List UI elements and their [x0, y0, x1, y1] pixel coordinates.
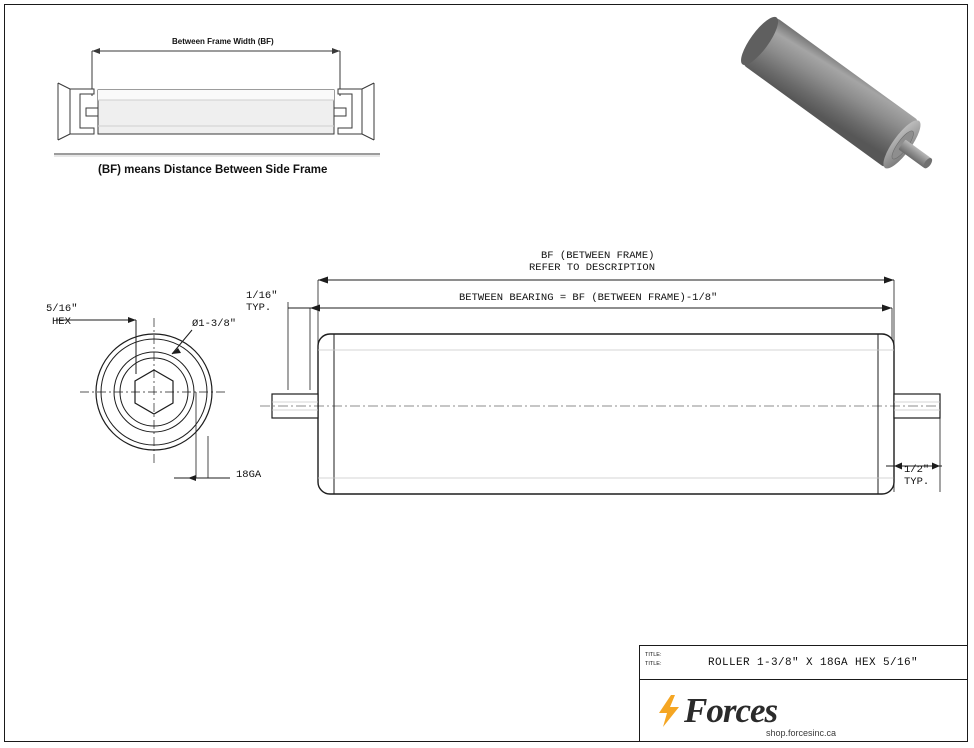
bf-inset-dimension-label: Between Frame Width (BF) [172, 37, 274, 46]
left-gap-label-line1: 1/16" [246, 290, 278, 302]
end-view-svg [44, 296, 274, 496]
bf-inset-caption: (BF) means Distance Between Side Frame [98, 164, 328, 176]
side-view-svg [252, 240, 942, 510]
title-block-label-line1: TITLE: [645, 652, 662, 658]
lightning-bolt-icon [656, 694, 682, 728]
title-block-label [645, 651, 662, 668]
end-view [44, 296, 274, 496]
title-block-value: ROLLER 1-3/8" X 18GA HEX 5/16" [708, 657, 919, 669]
bf-dimension-label-line1: BF (BETWEEN FRAME) [541, 250, 655, 262]
roller-3d-svg [718, 14, 950, 176]
brand-name-rest: orces [706, 691, 778, 730]
between-bearing-label: BETWEEN BEARING = BF (BETWEEN FRAME)-1/8" [459, 292, 718, 304]
left-gap-label-line2: TYP. [246, 302, 272, 314]
hex-size-label: 5/16" [46, 303, 78, 315]
title-block [639, 645, 968, 742]
wall-gauge-label: 18GA [236, 469, 262, 481]
diameter-label: Ø1-3/8" [192, 318, 237, 330]
brand-block [640, 680, 967, 741]
brand-website: shop.forcesinc.ca [766, 728, 837, 738]
title-block-label-line2: TITLE: [645, 660, 662, 667]
bf-inset-diagram [50, 28, 430, 188]
shaft-projection-label-line2: TYP. [904, 476, 930, 488]
title-block-title-row [640, 646, 967, 680]
shaft-projection-label-line1: 1/2" [904, 464, 930, 476]
brand-initial: F [684, 691, 707, 730]
roller-3d-render [718, 14, 950, 176]
hex-word-label: HEX [52, 316, 71, 328]
brand-name [684, 691, 777, 731]
bf-dimension-label-line2: REFER TO DESCRIPTION [529, 262, 656, 274]
